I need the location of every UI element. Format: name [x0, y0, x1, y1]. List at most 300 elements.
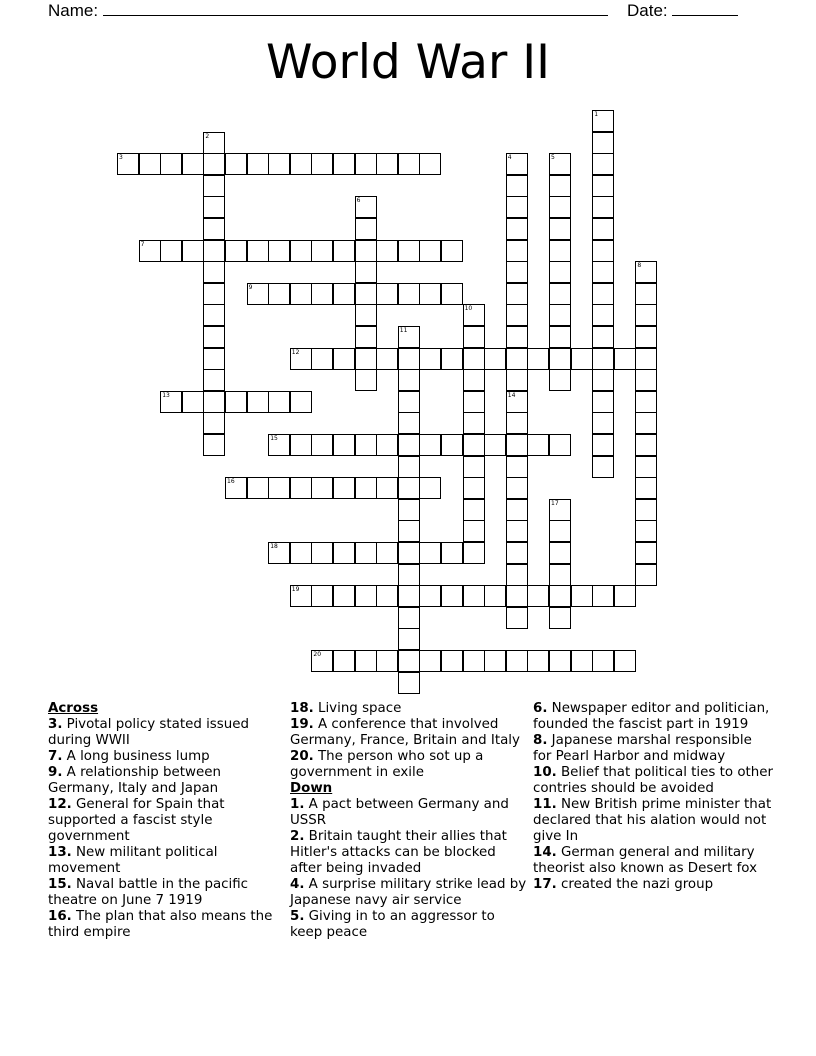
grid-cell[interactable]	[635, 391, 657, 413]
grid-cell[interactable]	[311, 585, 333, 607]
grid-cell[interactable]	[311, 283, 333, 305]
grid-cell[interactable]	[203, 283, 225, 305]
grid-cell[interactable]	[592, 132, 614, 154]
grid-cell[interactable]	[311, 650, 333, 672]
clue-text: General for Spain that supported a fascist style government	[48, 797, 225, 844]
clue-text: Pivotal policy stated issued during WWII	[48, 717, 249, 748]
clue-number: 6.	[533, 701, 548, 716]
grid-cell[interactable]	[376, 585, 398, 607]
grid-cell[interactable]	[419, 434, 441, 456]
grid-cell[interactable]	[463, 391, 485, 413]
across-clue	[48, 845, 278, 877]
grid-cell[interactable]	[441, 434, 463, 456]
clue-number: 12	[291, 348, 300, 356]
grid-cell[interactable]	[549, 650, 571, 672]
grid-cell[interactable]	[333, 434, 355, 456]
grid-cell[interactable]	[441, 542, 463, 564]
grid-cell[interactable]	[355, 326, 377, 348]
grid-cell[interactable]	[203, 240, 225, 262]
grid-cell[interactable]	[376, 240, 398, 262]
grid-cell[interactable]	[398, 348, 420, 370]
grid-cell[interactable]	[247, 153, 269, 175]
grid-cell[interactable]	[549, 607, 571, 629]
grid-cell[interactable]	[571, 585, 593, 607]
clue-text: Newspaper editor and politician, founded the fascist part in 1919	[533, 701, 770, 732]
grid-cell[interactable]	[290, 585, 312, 607]
grid-cell[interactable]	[203, 218, 225, 240]
grid-cell[interactable]	[398, 456, 420, 478]
grid-cell[interactable]	[635, 348, 657, 370]
grid-cell[interactable]	[398, 240, 420, 262]
grid-cell[interactable]	[419, 153, 441, 175]
grid-cell[interactable]	[419, 283, 441, 305]
across-clue	[48, 877, 278, 909]
grid-cell[interactable]	[549, 348, 571, 370]
grid-cell[interactable]	[203, 261, 225, 283]
grid-cell[interactable]	[614, 650, 636, 672]
clue-number: 11	[399, 327, 408, 334]
grid-cell[interactable]	[635, 542, 657, 564]
grid-cell[interactable]	[549, 585, 571, 607]
grid-cell[interactable]	[635, 456, 657, 478]
grid-cell[interactable]	[592, 218, 614, 240]
clue-number: 15	[270, 435, 278, 442]
grid-cell[interactable]	[225, 391, 247, 413]
grid-cell[interactable]	[506, 564, 528, 586]
grid-cell[interactable]	[549, 261, 571, 283]
grid-cell[interactable]	[549, 326, 571, 348]
grid-cell[interactable]	[225, 477, 247, 499]
down-clue	[533, 765, 773, 797]
grid-cell[interactable]	[635, 564, 657, 586]
grid-cell[interactable]	[268, 391, 290, 413]
grid-cell[interactable]	[506, 607, 528, 629]
clue-number: 4	[507, 154, 512, 162]
grid-cell[interactable]	[419, 585, 441, 607]
grid-cell[interactable]	[614, 585, 636, 607]
grid-cell[interactable]	[549, 304, 571, 326]
grid-cell[interactable]	[484, 585, 506, 607]
clue-text: New militant political movement	[48, 845, 218, 876]
grid-cell[interactable]	[506, 196, 528, 218]
grid-cell[interactable]	[355, 434, 377, 456]
grid-cell[interactable]	[398, 326, 420, 348]
grid-cell[interactable]	[441, 348, 463, 370]
across-clue	[48, 765, 278, 797]
clue-number: 5	[551, 154, 555, 162]
clue-text: German general and military theorist also known as Desert fox	[533, 845, 757, 876]
grid-cell[interactable]	[441, 240, 463, 262]
clues-column-3	[533, 701, 773, 893]
grid-cell[interactable]	[592, 153, 614, 175]
across-clue	[290, 717, 528, 749]
grid-cell[interactable]	[268, 434, 290, 456]
grid-cell[interactable]	[506, 499, 528, 521]
grid-cell[interactable]	[290, 348, 312, 370]
clue-number: 6	[356, 197, 361, 205]
grid-cell[interactable]	[635, 326, 657, 348]
grid-cell[interactable]	[225, 153, 247, 175]
grid-cell[interactable]	[333, 348, 355, 370]
grid-cell[interactable]	[139, 240, 161, 262]
grid-cell[interactable]	[592, 412, 614, 434]
grid-cell[interactable]	[398, 153, 420, 175]
grid-cell[interactable]	[592, 261, 614, 283]
clue-text: A pact between Germany and USSR	[290, 797, 509, 828]
grid-cell[interactable]	[376, 153, 398, 175]
grid-cell[interactable]	[635, 369, 657, 391]
grid-cell[interactable]	[527, 650, 549, 672]
grid-cell[interactable]	[506, 283, 528, 305]
clues-column-1	[48, 701, 278, 941]
grid-cell[interactable]	[549, 542, 571, 564]
grid-cell[interactable]	[463, 348, 485, 370]
clue-number: 17.	[533, 877, 557, 892]
grid-cell[interactable]	[290, 477, 312, 499]
grid-cell[interactable]	[441, 650, 463, 672]
clue-number: 2	[205, 132, 210, 140]
grid-cell[interactable]	[635, 412, 657, 434]
grid-cell[interactable]	[290, 283, 312, 305]
grid-cell[interactable]	[160, 240, 182, 262]
grid-cell[interactable]	[592, 283, 614, 305]
grid-cell[interactable]	[506, 477, 528, 499]
grid-cell[interactable]	[506, 585, 528, 607]
clue-number: 18	[270, 543, 278, 550]
grid-cell[interactable]	[635, 477, 657, 499]
clue-number: 16.	[48, 909, 72, 924]
grid-cell[interactable]	[463, 434, 485, 456]
across-clue	[290, 749, 528, 781]
down-clue	[290, 877, 528, 909]
grid-cell[interactable]	[355, 218, 377, 240]
grid-cell[interactable]	[398, 672, 420, 694]
grid-cell[interactable]	[592, 326, 614, 348]
grid-cell[interactable]	[290, 240, 312, 262]
grid-cell[interactable]	[203, 326, 225, 348]
grid-cell[interactable]	[419, 650, 441, 672]
across-clue	[48, 909, 278, 941]
grid-cell[interactable]	[268, 240, 290, 262]
clue-number: 14	[507, 391, 516, 399]
grid-cell[interactable]	[463, 326, 485, 348]
grid-cell[interactable]	[355, 369, 377, 391]
clue-text: Belief that political ties to other contries should be avoided	[533, 765, 773, 796]
grid-cell[interactable]	[463, 650, 485, 672]
grid-cell[interactable]	[225, 240, 247, 262]
across-clue	[48, 797, 278, 845]
clue-number: 20	[313, 651, 322, 658]
grid-cell[interactable]	[549, 175, 571, 197]
clue-number: 13	[162, 391, 170, 399]
clue-number: 19.	[290, 717, 314, 732]
grid-cell[interactable]	[463, 304, 485, 326]
clue-number: 20.	[290, 749, 314, 764]
grid-cell[interactable]	[506, 348, 528, 370]
grid-cell[interactable]	[635, 283, 657, 305]
grid-cell[interactable]	[419, 348, 441, 370]
grid-cell[interactable]	[398, 650, 420, 672]
down-clue	[533, 845, 773, 877]
clue-number: 9.	[48, 765, 63, 780]
grid-cell[interactable]	[355, 283, 377, 305]
grid-cell[interactable]	[398, 542, 420, 564]
grid-cell[interactable]	[506, 412, 528, 434]
grid-cell[interactable]	[311, 434, 333, 456]
clue-number: 8.	[533, 733, 548, 748]
grid-cell[interactable]	[355, 477, 377, 499]
clue-number: 19	[291, 586, 300, 594]
grid-cell[interactable]	[398, 391, 420, 413]
grid-cell[interactable]	[398, 607, 420, 629]
grid-cell[interactable]	[311, 153, 333, 175]
grid-cell[interactable]	[203, 369, 225, 391]
grid-cell[interactable]	[290, 153, 312, 175]
grid-cell[interactable]	[311, 477, 333, 499]
grid-cell[interactable]	[441, 283, 463, 305]
grid-cell[interactable]	[268, 477, 290, 499]
clue-text: Japanese marshal responsible for Pearl Harbor and midway	[533, 733, 752, 764]
grid-cell[interactable]	[203, 132, 225, 154]
across-clue	[48, 749, 278, 765]
grid-cell[interactable]	[376, 434, 398, 456]
grid-cell[interactable]	[592, 304, 614, 326]
grid-cell[interactable]	[355, 585, 377, 607]
grid-cell[interactable]	[506, 456, 528, 478]
grid-cell[interactable]	[419, 240, 441, 262]
grid-cell[interactable]	[398, 628, 420, 650]
grid-cell[interactable]	[635, 520, 657, 542]
grid-cell[interactable]	[311, 348, 333, 370]
grid-cell[interactable]	[355, 650, 377, 672]
down-clue	[290, 797, 528, 829]
clue-number: 14.	[533, 845, 557, 860]
grid-cell[interactable]	[376, 650, 398, 672]
grid-cell[interactable]	[506, 218, 528, 240]
grid-cell[interactable]	[355, 240, 377, 262]
grid-cell[interactable]	[549, 218, 571, 240]
grid-cell[interactable]	[311, 542, 333, 564]
grid-cell[interactable]	[614, 348, 636, 370]
grid-cell[interactable]	[549, 369, 571, 391]
grid-cell[interactable]	[484, 348, 506, 370]
grid-cell[interactable]	[484, 434, 506, 456]
grid-cell[interactable]	[203, 412, 225, 434]
grid-cell[interactable]	[506, 304, 528, 326]
grid-cell[interactable]	[441, 585, 463, 607]
grid-cell[interactable]	[290, 434, 312, 456]
grid-cell[interactable]	[419, 477, 441, 499]
grid-cell[interactable]	[635, 261, 657, 283]
grid-cell[interactable]	[203, 175, 225, 197]
grid-cell[interactable]	[592, 110, 614, 132]
grid-cell[interactable]	[506, 175, 528, 197]
grid-cell[interactable]	[549, 434, 571, 456]
grid-cell[interactable]	[592, 434, 614, 456]
grid-cell[interactable]	[506, 650, 528, 672]
grid-cell[interactable]	[549, 196, 571, 218]
clue-text: A relationship between Germany, Italy and Japan	[48, 765, 221, 796]
grid-cell[interactable]	[398, 564, 420, 586]
grid-cell[interactable]	[398, 412, 420, 434]
grid-cell[interactable]	[463, 477, 485, 499]
grid-cell[interactable]	[592, 585, 614, 607]
clue-number: 8	[637, 262, 642, 270]
grid-cell[interactable]	[635, 499, 657, 521]
grid-cell[interactable]	[311, 240, 333, 262]
grid-cell[interactable]	[203, 153, 225, 175]
down-clue	[533, 733, 773, 765]
clue-number: 1.	[290, 797, 305, 812]
grid-cell[interactable]	[290, 542, 312, 564]
grid-cell[interactable]	[484, 650, 506, 672]
grid-cell[interactable]	[592, 175, 614, 197]
grid-cell[interactable]	[592, 348, 614, 370]
down-clue	[290, 829, 528, 877]
grid-cell[interactable]	[203, 196, 225, 218]
grid-cell[interactable]	[398, 434, 420, 456]
grid-cell[interactable]	[333, 283, 355, 305]
grid-cell[interactable]	[355, 304, 377, 326]
clue-number: 9	[248, 283, 253, 291]
grid-cell[interactable]	[506, 326, 528, 348]
clue-number: 11.	[533, 797, 557, 812]
grid-cell[interactable]	[463, 585, 485, 607]
grid-cell[interactable]	[571, 348, 593, 370]
grid-cell[interactable]	[203, 434, 225, 456]
grid-cell[interactable]	[549, 240, 571, 262]
grid-cell[interactable]	[398, 283, 420, 305]
grid-cell[interactable]	[506, 520, 528, 542]
clue-text: Naval battle in the pacific theatre on June 7 1919	[48, 877, 249, 908]
grid-cell[interactable]	[549, 283, 571, 305]
grid-cell[interactable]	[355, 542, 377, 564]
clue-number: 13.	[48, 845, 72, 860]
grid-cell[interactable]	[333, 477, 355, 499]
grid-cell[interactable]	[571, 650, 593, 672]
grid-cell[interactable]	[333, 153, 355, 175]
grid-cell[interactable]	[182, 153, 204, 175]
down-clue	[290, 909, 528, 941]
page-title: World War II	[266, 35, 550, 90]
clue-text: The plan that also means the third empire	[48, 909, 273, 940]
down-clue	[533, 877, 773, 893]
grid-cell[interactable]	[463, 520, 485, 542]
grid-cell[interactable]	[506, 434, 528, 456]
clue-text: The person who sot up a government in exile	[290, 749, 484, 780]
grid-cell[interactable]	[333, 240, 355, 262]
grid-cell[interactable]	[592, 240, 614, 262]
grid-cell[interactable]	[333, 650, 355, 672]
grid-cell[interactable]	[333, 542, 355, 564]
grid-cell[interactable]	[592, 650, 614, 672]
grid-cell[interactable]	[355, 196, 377, 218]
grid-cell[interactable]	[376, 283, 398, 305]
clue-text: A surprise military strike lead by Japanese navy air service	[290, 877, 527, 908]
grid-cell[interactable]	[355, 153, 377, 175]
clue-text: Living space	[318, 701, 402, 716]
grid-cell[interactable]	[549, 153, 571, 175]
grid-cell[interactable]	[592, 196, 614, 218]
grid-cell[interactable]	[268, 153, 290, 175]
grid-cell[interactable]	[247, 283, 269, 305]
grid-cell[interactable]	[635, 434, 657, 456]
grid-cell[interactable]	[592, 391, 614, 413]
clue-number: 16	[227, 478, 235, 486]
grid-cell[interactable]	[506, 542, 528, 564]
clue-number: 4.	[290, 877, 305, 892]
grid-cell[interactable]	[376, 348, 398, 370]
grid-cell[interactable]	[527, 585, 549, 607]
grid-cell[interactable]	[506, 240, 528, 262]
clue-number: 3.	[48, 717, 63, 732]
grid-cell[interactable]	[182, 240, 204, 262]
grid-cell[interactable]	[117, 153, 139, 175]
grid-cell[interactable]	[398, 520, 420, 542]
grid-cell[interactable]	[506, 261, 528, 283]
grid-cell[interactable]	[355, 261, 377, 283]
grid-cell[interactable]	[463, 456, 485, 478]
grid-cell[interactable]	[463, 369, 485, 391]
grid-cell[interactable]	[182, 391, 204, 413]
name-label: Name:	[48, 1, 99, 20]
clue-number: 18.	[290, 701, 314, 716]
clue-number: 15.	[48, 877, 72, 892]
grid-cell[interactable]	[268, 283, 290, 305]
grid-cell[interactable]	[463, 499, 485, 521]
clue-number: 3	[119, 154, 123, 162]
grid-cell[interactable]	[268, 542, 290, 564]
grid-cell[interactable]	[592, 456, 614, 478]
grid-cell[interactable]	[139, 153, 161, 175]
grid-cell[interactable]	[333, 585, 355, 607]
grid-cell[interactable]	[290, 391, 312, 413]
grid-cell[interactable]	[160, 153, 182, 175]
grid-cell[interactable]	[398, 369, 420, 391]
grid-cell[interactable]	[506, 153, 528, 175]
grid-cell[interactable]	[635, 304, 657, 326]
grid-cell[interactable]	[247, 240, 269, 262]
date-label: Date:	[627, 1, 668, 20]
grid-cell[interactable]	[549, 564, 571, 586]
grid-cell[interactable]	[376, 477, 398, 499]
grid-cell[interactable]	[463, 412, 485, 434]
grid-cell[interactable]	[527, 348, 549, 370]
grid-cell[interactable]	[419, 542, 441, 564]
grid-cell[interactable]	[355, 348, 377, 370]
grid-cell[interactable]	[203, 304, 225, 326]
grid-cell[interactable]	[506, 369, 528, 391]
grid-cell[interactable]	[463, 542, 485, 564]
grid-cell[interactable]	[549, 520, 571, 542]
clues-column-2	[290, 701, 528, 941]
across-clue	[48, 717, 278, 749]
grid-cell[interactable]	[247, 391, 269, 413]
grid-cell[interactable]	[592, 369, 614, 391]
grid-cell[interactable]	[398, 499, 420, 521]
grid-cell[interactable]	[203, 391, 225, 413]
grid-cell[interactable]	[160, 391, 182, 413]
grid-cell[interactable]	[527, 434, 549, 456]
down-heading: Down	[290, 781, 333, 796]
grid-cell[interactable]	[398, 477, 420, 499]
grid-cell[interactable]	[203, 348, 225, 370]
grid-cell[interactable]	[398, 585, 420, 607]
grid-cell[interactable]	[506, 391, 528, 413]
grid-cell[interactable]	[549, 499, 571, 521]
grid-cell[interactable]	[376, 542, 398, 564]
grid-cell[interactable]	[247, 477, 269, 499]
